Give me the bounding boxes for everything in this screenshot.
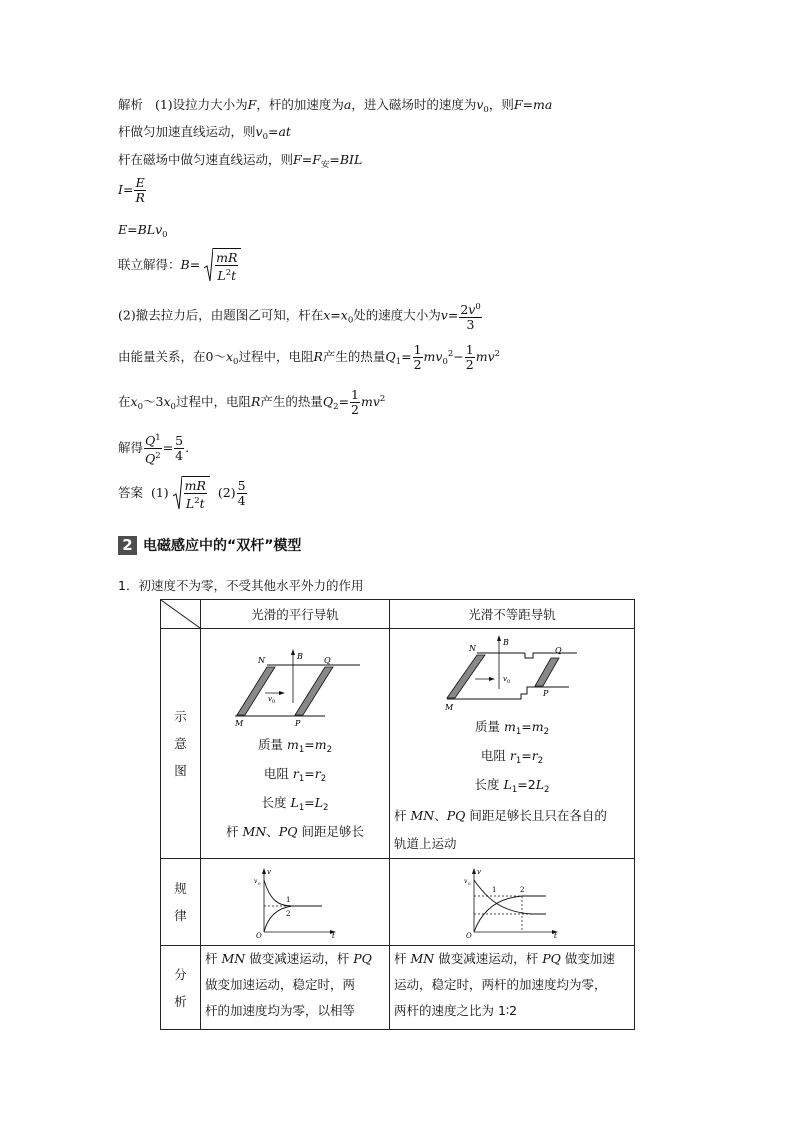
- svg-text:N: N: [258, 656, 265, 665]
- section-number: 2: [118, 536, 137, 555]
- svg-text:0: 0: [507, 679, 511, 685]
- answer-line: 答案 (1) $\frac{mR}{L^2t}$ (2) $\frac{5}{4}$: [118, 478, 246, 511]
- solution-label: 解析: [118, 97, 144, 112]
- svg-text:M: M: [445, 703, 454, 712]
- svg-text:O: O: [466, 932, 472, 938]
- svg-text:t: t: [554, 932, 557, 938]
- corner-cell: [161, 600, 201, 629]
- right-caption-length: 长度 $L_1=2L_2$: [474, 777, 550, 795]
- table-row-pattern: [161, 859, 635, 946]
- table-header-row: [161, 600, 635, 629]
- left-caption-resist: 电阻 $r_1=r_2$: [263, 766, 327, 784]
- svg-text:2: 2: [286, 910, 291, 918]
- equation-emf: E=BLv$_0$: [118, 222, 168, 240]
- svg-text:N: N: [469, 644, 476, 653]
- svg-text:Q: Q: [324, 656, 331, 665]
- right-analysis-text: 杆 MN 做变减速运动，杆 PQ 做变加速 运动，稳定时，两杆的加速度均为零， 两杆的速度之比为 1∶2: [394, 951, 615, 1018]
- cell-parallel-graph: [201, 859, 390, 946]
- col-header-unequal: 光滑不等距导轨: [390, 600, 635, 629]
- parallel-velocity-graph: [252, 866, 338, 938]
- svg-text:P: P: [543, 689, 549, 698]
- solution-line-1: 解析 (1)设拉力大小为F，杆的加速度为a，进入磁场时的速度为$v_0$，则F=ma: [118, 97, 553, 115]
- section-title: 电磁感应中的“双杆”模型: [143, 538, 302, 554]
- section-heading: [118, 535, 301, 555]
- cell-parallel-diagram: [201, 629, 390, 859]
- left-caption-bars: 杆 MN、PQ 间距足够长: [226, 824, 364, 839]
- solution-part2-line-4: 解得 $\frac{Q^1}{Q^2}$ = $\frac{5}{4}$ .: [118, 433, 190, 466]
- svg-text:P: P: [295, 719, 301, 728]
- svg-text:v: v: [477, 868, 481, 876]
- equation-current: I= $\frac{E}{R}$: [118, 175, 145, 205]
- svg-text:0: 0: [272, 699, 276, 705]
- equation-b-result: 联立解得：B= $\frac{mR}{L^2t}$: [118, 248, 241, 283]
- left-caption-mass: 质量 $m_1=m_2$: [257, 737, 333, 755]
- cell-unequal-diagram: [390, 629, 635, 859]
- solution-line-2: 杆做匀加速直线运动，则$v_0=at$: [118, 124, 291, 142]
- svg-text:B: B: [503, 638, 509, 647]
- svg-text:v: v: [464, 878, 468, 885]
- cell-unequal-graph: [390, 859, 635, 946]
- parallel-rails-diagram: [225, 649, 365, 729]
- svg-text:t: t: [332, 932, 335, 938]
- left-caption-length: 长度 $L_1=L_2$: [261, 795, 329, 813]
- comparison-table: [160, 599, 635, 1030]
- svg-text:2: 2: [520, 886, 525, 894]
- row-head-analysis: 分 析: [161, 946, 201, 1030]
- svg-text:v: v: [254, 878, 258, 885]
- svg-text:v: v: [268, 695, 272, 703]
- solution-part2-line-3: 在$x_0\sim 3x_0$过程中，电阻R产生的热量$Q_2=$ $\frac{1}{2}$ $mv^2$: [118, 387, 386, 417]
- col-header-parallel: 光滑的平行导轨: [201, 600, 390, 629]
- solution-part2-line-1: (2)撤去拉力后，由题图乙可知，杆在$x=x_0$处的速度大小为v= $\frac{2v^0}{3}$: [118, 302, 481, 332]
- cell-parallel-analysis: [201, 946, 390, 1030]
- cell-unequal-analysis: [390, 946, 635, 1030]
- answer-label: 答案: [118, 485, 144, 500]
- right-caption-bars: 杆 MN、PQ 间距足够长且只在各自的 轨道上运动: [394, 808, 607, 851]
- svg-text:0: 0: [468, 881, 471, 886]
- solution-part2-line-2: 由能量关系，在$0\sim x_0$过程中，电阻R产生的热量$Q_1=$ $\frac{1}{2}$ $mv_0^2-$ $\frac{1}{2}$ $mv^2$: [118, 342, 501, 372]
- row-head-pattern: 规 律: [161, 859, 201, 946]
- svg-text:v: v: [267, 868, 271, 876]
- svg-text:1: 1: [492, 886, 497, 894]
- svg-text:O: O: [256, 932, 262, 938]
- row-head-diagram: 示 意 图: [161, 629, 201, 859]
- svg-text:0: 0: [258, 881, 261, 886]
- svg-text:v: v: [503, 675, 507, 683]
- right-caption-resist: 电阻 $r_1=r_2$: [480, 748, 544, 766]
- unequal-rails-diagram: [437, 633, 587, 715]
- left-analysis-text: 杆 MN 做变减速运动，杆 PQ 做变加速运动，稳定时，两 杆的加速度均为零，以相等: [205, 951, 372, 1018]
- right-caption-mass: 质量 $m_1=m_2$: [474, 719, 550, 737]
- table-row-analysis: [161, 946, 635, 1030]
- svg-text:M: M: [235, 719, 244, 728]
- table-row-diagram: [161, 629, 635, 859]
- svg-text:Q: Q: [555, 646, 562, 655]
- solution-line-3: 杆在磁场中做匀速直线运动，则$F=F_安=BIL$: [118, 152, 363, 170]
- unequal-velocity-graph: [462, 866, 562, 938]
- section-subtitle: 1．初速度不为零，不受其他水平外力的作用: [118, 578, 364, 593]
- svg-text:B: B: [297, 652, 303, 661]
- svg-text:1: 1: [286, 896, 291, 904]
